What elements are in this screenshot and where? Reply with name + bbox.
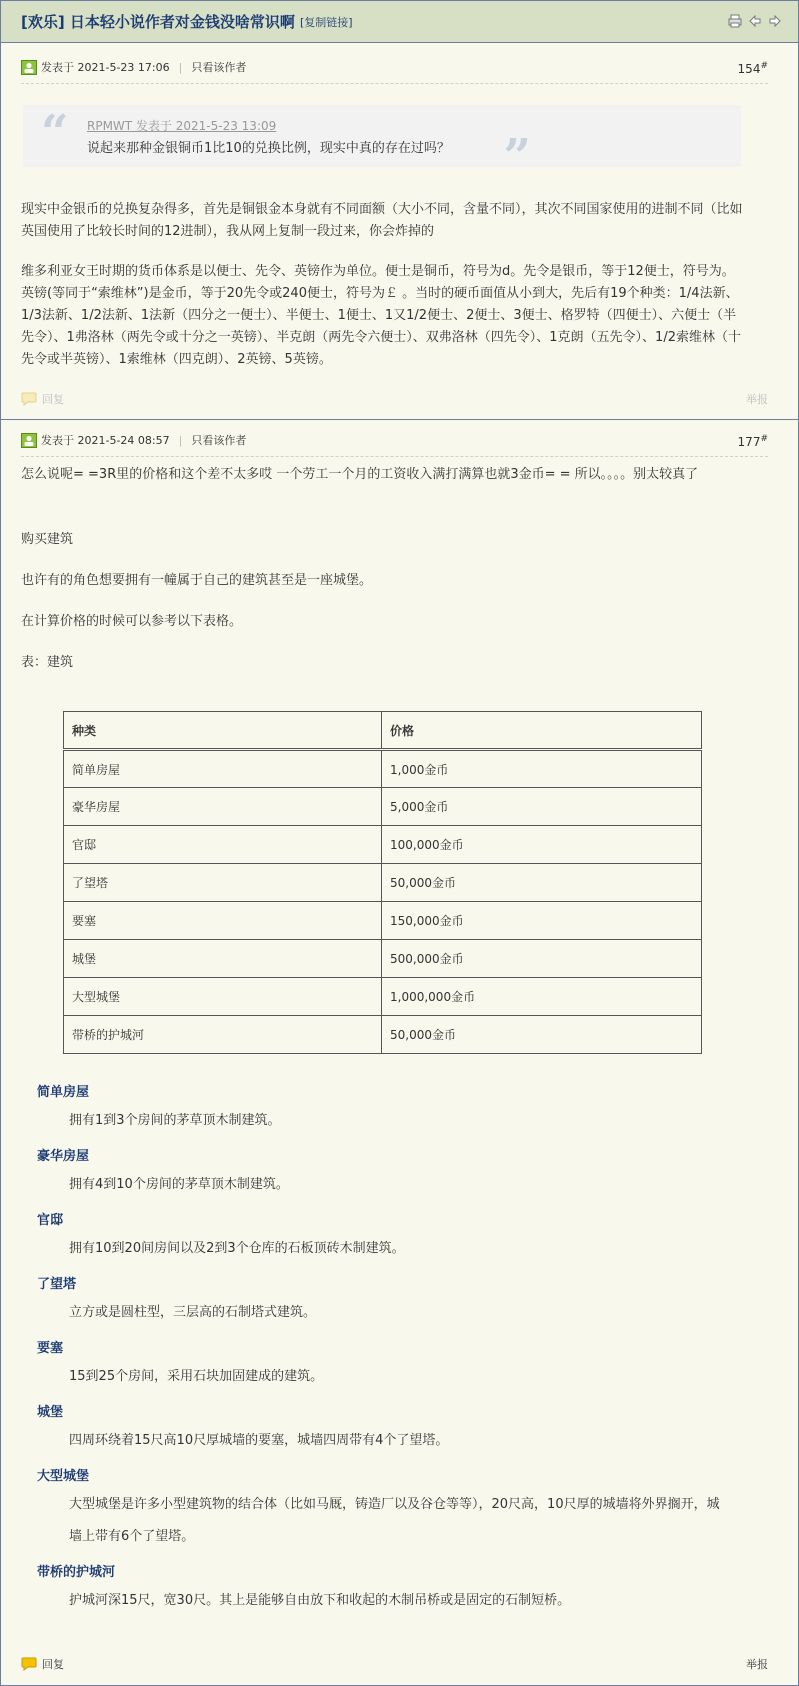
post-time: 发表于 2021-5-24 08:57 xyxy=(41,434,170,447)
table-header-cell: 种类 xyxy=(64,712,382,750)
table-row xyxy=(64,1016,702,1054)
copy-link-button[interactable]: [复制链接] xyxy=(299,15,353,29)
floor-mark: # xyxy=(760,61,768,71)
post-time: 发表于 2021-5-23 17:06 xyxy=(41,61,170,74)
print-icon[interactable] xyxy=(728,14,742,28)
author-only-link[interactable]: 只看该作者 xyxy=(191,61,247,74)
definition-desc: 15到25个房间，采用石块加固建成的建筑。 xyxy=(69,1369,324,1384)
table-header-row xyxy=(64,712,702,750)
table-cell: 豪华房屋 xyxy=(64,788,382,826)
online-user-icon xyxy=(21,433,37,448)
quote-author[interactable]: RPMWT 发表于 2021-5-23 13:09 xyxy=(87,119,277,133)
table-cell: 简单房屋 xyxy=(64,750,382,788)
reply-label: 回复 xyxy=(42,393,64,406)
buildings-table xyxy=(63,711,702,1054)
definition-term: 官邸 xyxy=(37,1213,64,1228)
table-cell: 了望塔 xyxy=(64,864,382,902)
table-cell: 1,000金币 xyxy=(382,750,702,788)
report-button[interactable]: 举报 xyxy=(746,1658,768,1671)
post-paragraph: 购买建筑 xyxy=(21,532,74,547)
post-header xyxy=(21,432,768,452)
post-paragraph: 维多利亚女王时期的货币体系是以便士、先令、英镑作为单位。便士是铜币，符号为d。先令是银币，等于12便士，符号为。英镑(等同于“索维林”)是金币，等于20先令或240便士，符号为￡ 。当时的硬币面值从小到大，先后有19个种类：1/4法新、1/3法新、1/2法新、1法新（四分之一便士）、半便士、1便士、1又1/2便士、2便士、3便士、格罗特（四便士）、六便士（半先令）、1弗洛林（两先令或十分之一英镑）、半克朗（两先令六便士）、双弗洛林（四先令）、1克朗（五先令）、1/2索维林（十先令或半英镑）、1索维林（四克朗）、2英镑、5英镑。 xyxy=(21,264,741,367)
floor-number-value: 177 xyxy=(737,435,761,449)
quote-open-icon: “ xyxy=(41,105,69,161)
table-cell: 100,000金币 xyxy=(382,826,702,864)
table-header-cell: 价格 xyxy=(382,712,702,750)
table-cell: 50,000金币 xyxy=(382,1016,702,1054)
post-header-rule xyxy=(21,83,768,84)
definition-desc: 拥有10到20间房间以及2到3个仓库的石板顶砖木制建筑。 xyxy=(69,1241,405,1256)
table-cell: 500,000金币 xyxy=(382,940,702,978)
table-row xyxy=(64,940,702,978)
thread-title: [欢乐] 日本轻小说作者对金钱没啥常识啊 xyxy=(21,13,295,31)
post-paragraph: 也许有的角色想要拥有一幢属于自己的建筑甚至是一座城堡。 xyxy=(21,573,373,588)
reply-icon xyxy=(21,1657,37,1671)
table-cell: 5,000金币 xyxy=(382,788,702,826)
floor-number-value: 154 xyxy=(737,62,761,76)
table-cell: 城堡 xyxy=(64,940,382,978)
table-cell: 官邸 xyxy=(64,826,382,864)
floor-number[interactable] xyxy=(738,434,768,449)
table-cell: 要塞 xyxy=(64,902,382,940)
prev-thread-icon[interactable] xyxy=(748,14,762,28)
floor-number[interactable] xyxy=(738,61,768,76)
definition-desc: 四周环绕着15尺高10尺厚城墙的要塞，城墙四周带有4个了望塔。 xyxy=(69,1433,449,1448)
definition-term: 了望塔 xyxy=(37,1277,77,1292)
definition-desc: 护城河深15尺，宽30尺。其上是能够自由放下和收起的木制吊桥或是固定的石制短桥。 xyxy=(69,1593,571,1608)
post-header xyxy=(21,59,768,79)
report-button[interactable]: 举报 xyxy=(746,393,768,406)
definition-term: 城堡 xyxy=(37,1405,64,1420)
floor-mark: # xyxy=(760,434,768,444)
definition-desc: 拥有1到3个房间的茅草顶木制建筑。 xyxy=(69,1113,281,1128)
table-row xyxy=(64,788,702,826)
online-user-icon xyxy=(21,60,37,75)
table-cell: 带桥的护城河 xyxy=(64,1016,382,1054)
reply-button[interactable] xyxy=(21,391,768,407)
post-paragraph: 表：建筑 xyxy=(21,655,74,670)
next-thread-icon[interactable] xyxy=(768,14,782,28)
table-cell: 50,000金币 xyxy=(382,864,702,902)
table-row xyxy=(64,826,702,864)
definition-term: 简单房屋 xyxy=(37,1085,90,1100)
definition-term: 豪华房屋 xyxy=(37,1149,90,1164)
meta-separator: | xyxy=(178,433,183,447)
table-row xyxy=(64,902,702,940)
table-cell: 1,000,000金币 xyxy=(382,978,702,1016)
quote-close-icon: ” xyxy=(503,129,531,185)
table-row xyxy=(64,750,702,788)
meta-separator: | xyxy=(178,60,183,74)
reply-label: 回复 xyxy=(42,1658,64,1671)
definition-desc: 拥有4到10个房间的茅草顶木制建筑。 xyxy=(69,1177,289,1192)
table-cell: 150,000金币 xyxy=(382,902,702,940)
definition-term: 要塞 xyxy=(37,1341,64,1356)
reply-button[interactable] xyxy=(21,1656,768,1672)
thread-title-bar xyxy=(1,1,798,43)
author-only-link[interactable]: 只看该作者 xyxy=(191,434,247,447)
table-row xyxy=(64,978,702,1016)
thread-tools xyxy=(728,14,782,28)
quote-text: 说起来那种金银铜币1比10的兑换比例，现实中真的存在过吗？ xyxy=(87,141,450,156)
definition-term: 带桥的护城河 xyxy=(37,1565,116,1580)
post-paragraph: 怎么说呢= =3R里的价格和这个差不太多哎 一个劳工一个月的工资收入满打满算也就3金币= = 所以。。。。别太较真了 xyxy=(21,467,699,482)
table-cell: 大型城堡 xyxy=(64,978,382,1016)
post-footer xyxy=(21,1656,768,1674)
post-header-rule xyxy=(21,456,768,457)
quote-block xyxy=(23,105,741,185)
post-paragraph: 现实中金银币的兑换复杂得多，首先是铜银金本身就有不同面额（大小不同，含量不同），其次不同国家使用的进制不同（比如英国使用了比较长时间的12进制），我从网上复制一段过来，你会炸掉的 xyxy=(21,202,743,239)
reply-icon xyxy=(21,392,37,406)
post-paragraph: 在计算价格的时候可以参考以下表格。 xyxy=(21,614,243,629)
definition-term: 大型城堡 xyxy=(37,1469,90,1484)
table-row xyxy=(64,864,702,902)
definition-desc: 立方或是圆柱型，三层高的石制塔式建筑。 xyxy=(69,1305,317,1320)
post-154 xyxy=(1,43,798,419)
definition-desc: 大型城堡是许多小型建筑物的结合体（比如马厩，铸造厂以及谷仓等等），20尺高，10尺厚的城墙将外界搁开，城墙上带有6个了望塔。 xyxy=(69,1497,720,1544)
post-footer xyxy=(21,391,768,409)
